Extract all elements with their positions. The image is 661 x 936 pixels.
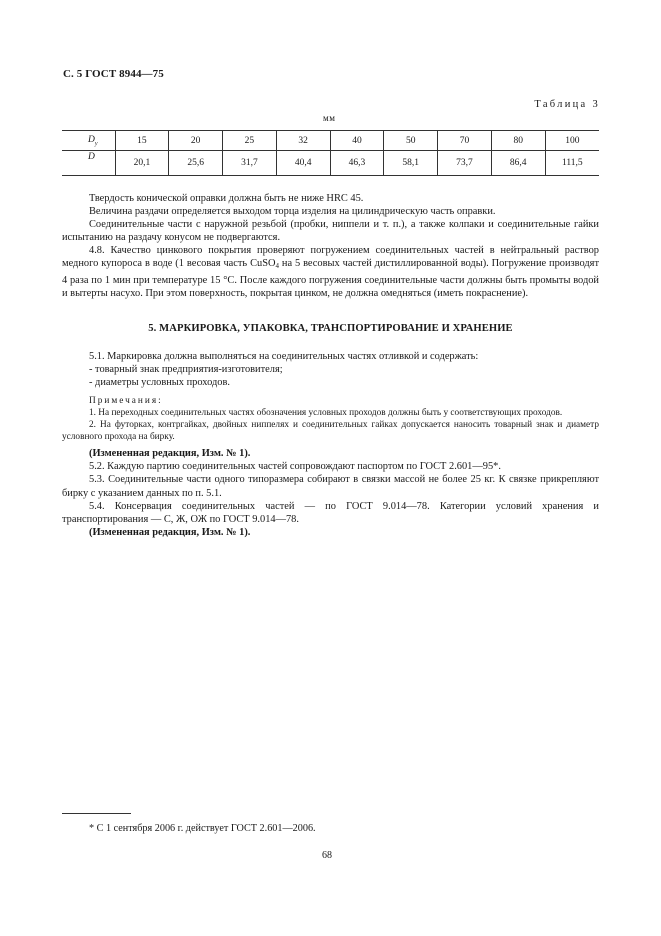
table-cell: 20	[169, 131, 223, 151]
page-header: С. 5 ГОСТ 8944—75	[63, 68, 164, 80]
page-number: 68	[322, 850, 332, 861]
notes-title: Примечания:	[89, 396, 163, 407]
table-cell: 20,1	[115, 151, 169, 176]
table-cell: 111,5	[545, 151, 599, 176]
note: 1. На переходных соединительных частях обозначения условных проходов должны быть у соответствующих проходов.	[89, 408, 563, 419]
section4-text	[62, 192, 599, 300]
paragraph: Твердость конической оправки должна быть не ниже HRC 45.	[89, 193, 364, 204]
table-cell: 15	[115, 131, 169, 151]
table-units: мм	[323, 113, 336, 123]
table-cell: 32	[276, 131, 330, 151]
table-caption	[534, 99, 600, 110]
footnote-divider	[62, 813, 131, 814]
table-row-diameter	[62, 151, 599, 176]
footnote: * С 1 сентября 2006 г. действует ГОСТ 2.601—2006.	[89, 823, 316, 834]
table-cell: 40,4	[276, 151, 330, 176]
table-cell: 70	[438, 131, 492, 151]
paragraph-4-8: 4.8. Качество цинкового покрытия проверяют погружением соединительных частей в нейтральный раствор медного купороса в воде (1 весовая часть CuSO$_4$ на 5 весовых частей дистиллированной воды). Погружение производят 4 раза по 1 мин при температуре 15 °С. После каждого погружения соединительные части должны быть промыты водой и вытерты насухо. При этом поверхность, покрытая цинком, не должна омедняться (иметь покраснение).	[62, 245, 599, 299]
paragraph: Величина раздачи определяется выходом торца изделия на цилиндрическую часть оправки.	[89, 206, 496, 218]
section5-text	[62, 350, 599, 539]
amendment-note: (Измененная редакция, Изм. № 1).	[89, 448, 251, 460]
table-row-nominal-diameter	[62, 131, 599, 151]
table-cell: 50	[384, 131, 438, 151]
table-cell: 25	[223, 131, 277, 151]
paragraph-5-1: 5.1. Маркировка должна выполняться на соединительных частях отливкой и содержать:	[89, 351, 479, 362]
amendment-note: (Измененная редакция, Изм. № 1).	[89, 526, 251, 538]
table-caption-text: Таблица 3	[534, 99, 600, 110]
table-cell: 73,7	[438, 151, 492, 176]
table-cell: 31,7	[223, 151, 277, 176]
row-label-diameter: D	[62, 151, 115, 176]
table-cell: 80	[491, 131, 545, 151]
table-cell: 46,3	[330, 151, 384, 176]
note: 2. На футорках, контргайках, двойных ниппелях и соединительных гайках допускается наносить товарный знак и диаметр условного прохода на бирку.	[62, 420, 599, 443]
table-cell: 86,4	[491, 151, 545, 176]
table-cell: 40	[330, 131, 384, 151]
list-item: - товарный знак предприятия-изготовителя;	[89, 364, 283, 376]
paragraph-5-2: 5.2. Каждую партию соединительных частей сопровождают паспортом по ГОСТ 2.601—95*.	[89, 461, 501, 473]
section-title: 5. МАРКИРОВКА, УПАКОВКА, ТРАНСПОРТИРОВАНИЕ И ХРАНЕНИЕ	[148, 323, 513, 334]
dimensions-table	[62, 130, 599, 176]
table-cell: 58,1	[384, 151, 438, 176]
table-cell: 100	[545, 131, 599, 151]
table-cell: 25,6	[169, 151, 223, 176]
paragraph-5-3: 5.3. Соединительные части одного типоразмера собирают в связки массой не более 25 кг. К связке прикрепляют бирку с указанием данных по п. 5.1.	[62, 474, 599, 499]
row-label-nominal-diameter: $D_у$	[62, 131, 115, 151]
paragraph: Соединительные части с наружной резьбой (пробки, ниппели и т. п.), а также колпаки и соединительные гайки испытанию на раздачу конусом не подвергаются.	[62, 219, 599, 244]
list-item: - диаметры условных проходов.	[89, 377, 230, 389]
paragraph-5-4: 5.4. Консервация соединительных частей — по ГОСТ 9.014—78. Категории условий хранения и транспортирования — С, Ж, ОЖ по ГОСТ 9.014—78.	[62, 500, 599, 525]
